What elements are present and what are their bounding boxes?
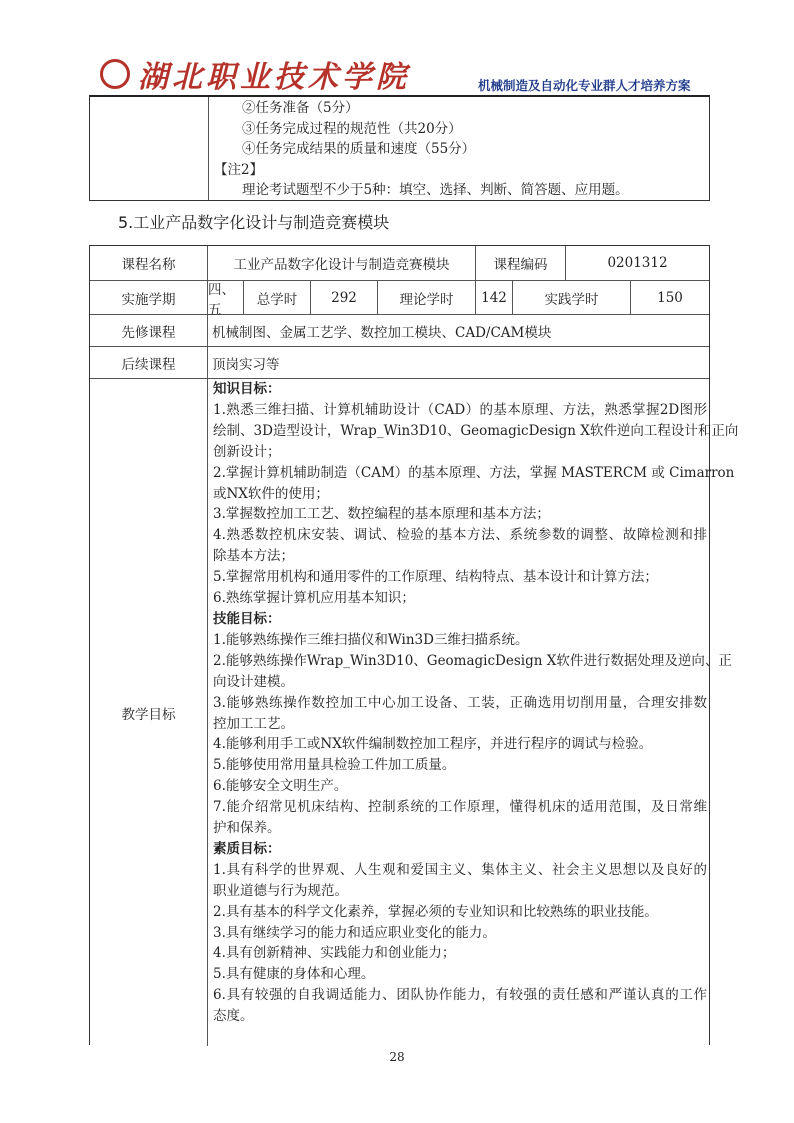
theory-hours: 142 bbox=[476, 281, 513, 315]
goal-line: 1.具有科学的世界观、人生观和爱国主义、集体主义、社会主义思想以及良好的 bbox=[213, 861, 707, 878]
goal-line: 5.具有健康的身体和心理。 bbox=[213, 966, 375, 983]
goal-line: 态度。 bbox=[213, 1008, 254, 1025]
prev-table-line: 理论考试题型不少于5种：填空、选择、判断、简答题、应用题。 bbox=[242, 182, 629, 198]
goal-section-heading: 知识目标： bbox=[213, 381, 281, 397]
goal-line: 6.能够安全文明生产。 bbox=[213, 778, 348, 795]
goal-line: 6.熟练掌握计算机应用基本知识； bbox=[213, 590, 415, 607]
goal-line: 向设计建模。 bbox=[213, 673, 294, 690]
prev-table-line: 【注2】 bbox=[214, 161, 264, 178]
goal-line: 1.能够熟练操作三维扫描仪和Win3D三维扫描系统。 bbox=[213, 631, 529, 648]
goal-line: 2.能够熟练操作Wrap_Win3D10、GeomagicDesign X软件进行数据处理及逆向、正 bbox=[213, 652, 732, 669]
follow-courses: 顶岗实习等 bbox=[208, 347, 709, 379]
goal-line: 创新设计； bbox=[213, 443, 281, 460]
goal-line: 2.具有基本的科学文化素养，掌握必须的专业知识和比较熟练的职业技能。 bbox=[213, 903, 658, 920]
goal-line: 3.能够熟练操作数控加工中心加工设备、工装，正确选用切削用量，合理安排数 bbox=[213, 694, 707, 711]
total-hours: 292 bbox=[311, 281, 378, 315]
goals-text bbox=[213, 379, 739, 1027]
prev-table-line: ③任务完成过程的规范性（共20分） bbox=[242, 120, 462, 137]
course-table bbox=[89, 245, 739, 1045]
total-hours-label: 总学时 bbox=[244, 281, 311, 315]
practice-hours: 150 bbox=[631, 281, 709, 315]
goal-line: 5.能够使用常用量具检验工件加工质量。 bbox=[213, 757, 456, 774]
prereq-courses: 机械制图、金属工艺学、数控加工模块、CAD/CAM模块 bbox=[208, 315, 709, 347]
course-code-label: 课程编码 bbox=[476, 246, 566, 281]
goal-line: 2.掌握计算机辅助制造（CAM）的基本原理、方法，掌握 MASTERCM 或 Cimarron bbox=[213, 464, 735, 481]
goal-line: 4.具有创新精神、实践能力和创业能力； bbox=[213, 945, 456, 962]
goal-line: 控加工工艺。 bbox=[213, 715, 294, 732]
course-name: 工业产品数字化设计与制造竞赛模块 bbox=[208, 246, 476, 281]
prev-table-line: ④任务完成结果的质量和速度（55分） bbox=[242, 141, 476, 157]
section-heading: 5.工业产品数字化设计与制造竞赛模块 bbox=[118, 213, 390, 232]
goal-line: 绘制、3D造型设计，Wrap_Win3D10、GeomagicDesign X软件逆向工程设计和正向 bbox=[213, 422, 739, 439]
goal-line: 7.能介绍常见机床结构、控制系统的工作原理，懂得机床的适用范围，及日常维 bbox=[213, 799, 707, 816]
term-label: 实施学期 bbox=[90, 281, 208, 315]
goal-line: 5.掌握常用机构和通用零件的工作原理、结构特点、基本设计和计算方法； bbox=[213, 569, 658, 586]
goal-line: 护和保养。 bbox=[213, 820, 281, 837]
prev-table-text bbox=[214, 98, 629, 201]
course-code: 0201312 bbox=[566, 246, 709, 281]
document-title: 机械制造及自动化专业群人才培养方案 bbox=[478, 78, 691, 93]
goal-line: 职业道德与行为规范。 bbox=[213, 882, 348, 899]
practice-hours-label: 实践学时 bbox=[513, 281, 631, 315]
school-seal-icon bbox=[100, 59, 130, 89]
school-name-logo: 湖北职业技术学院 bbox=[138, 60, 410, 95]
prev-table bbox=[89, 95, 710, 201]
follow-label: 后续课程 bbox=[90, 347, 208, 379]
goal-line: 3.掌握数控加工工艺、数控编程的基本原理和基本方法； bbox=[213, 506, 550, 523]
goal-section-heading: 技能目标： bbox=[213, 610, 281, 627]
goal-line: 除基本方法； bbox=[213, 548, 294, 565]
term: 四、五 bbox=[208, 281, 244, 315]
goal-line: 6.具有较强的自我调适能力、团队协作能力，有较强的责任感和严谨认真的工作 bbox=[213, 987, 707, 1004]
goal-line: 或NX软件的使用； bbox=[213, 485, 329, 502]
prereq-label: 先修课程 bbox=[90, 315, 208, 347]
page-number: 28 bbox=[389, 1050, 405, 1064]
theory-hours-label: 理论学时 bbox=[378, 281, 476, 315]
goal-line: 4.熟悉数控机床安装、调试、检验的基本方法、系统参数的调整、故障检测和排 bbox=[213, 527, 707, 544]
goals-label: 教学目标 bbox=[90, 379, 208, 1046]
school-logo bbox=[100, 52, 410, 96]
goal-line: 3.具有继续学习的能力和适应职业变化的能力。 bbox=[213, 924, 496, 941]
prev-table-line: ②任务准备（5分） bbox=[242, 100, 359, 116]
goal-line: 1.熟悉三维扫描、计算机辅助设计（CAD）的基本原理、方法，熟悉掌握2D图形 bbox=[213, 401, 707, 418]
goal-line: 4.能够利用手工或NX软件编制数控加工程序，并进行程序的调试与检验。 bbox=[213, 736, 653, 753]
course-name-label: 课程名称 bbox=[90, 246, 208, 281]
goal-section-heading: 素质目标： bbox=[213, 840, 281, 857]
